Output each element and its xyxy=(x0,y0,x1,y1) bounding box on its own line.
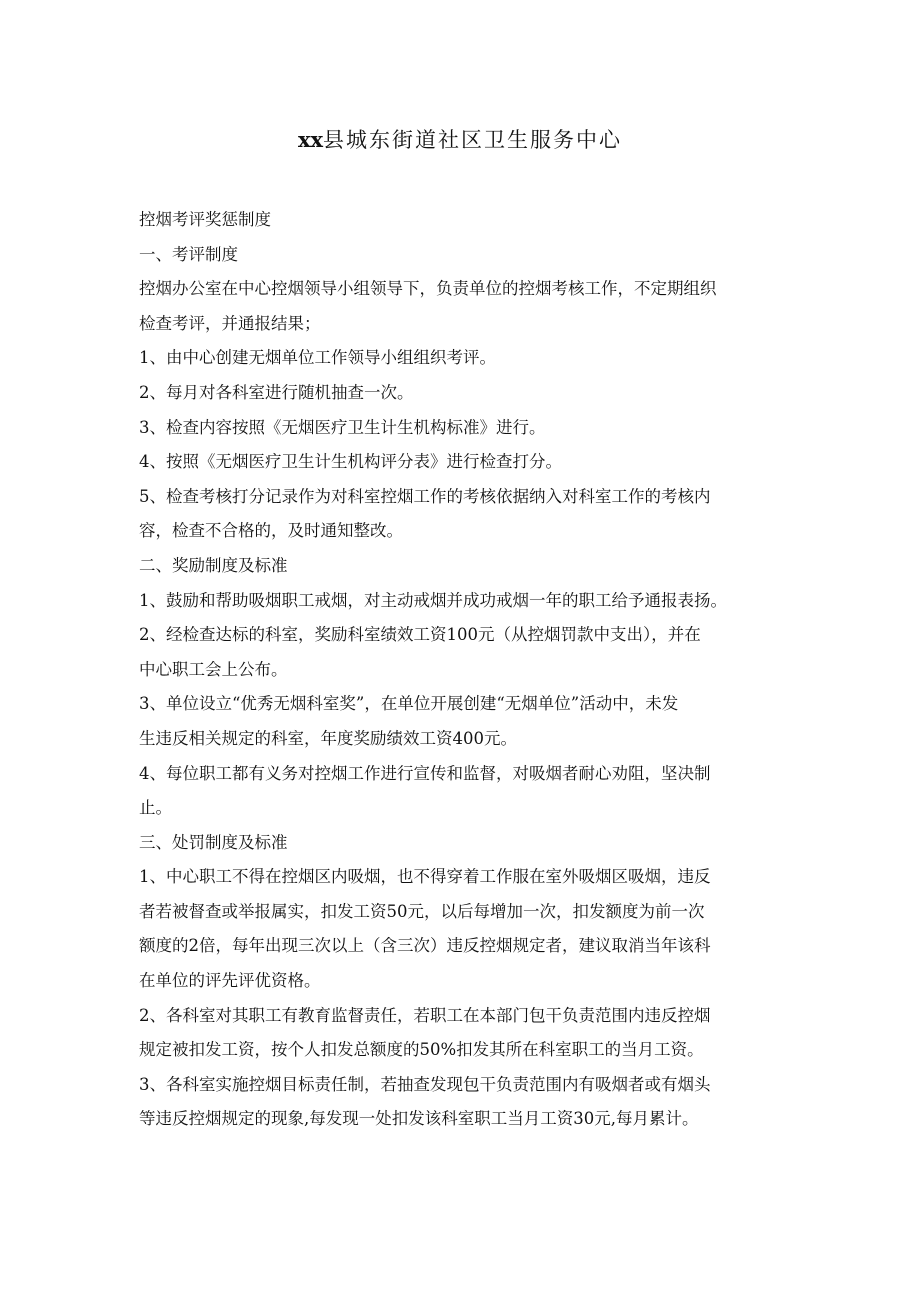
list-item: 2、各科室对其职工有教育监督责任，若职工在本部门包干负责范围内违反控烟 xyxy=(139,1005,711,1025)
list-item: 1、中心职工不得在控烟区内吸烟，也不得穿着工作服在室外吸烟区吸烟，违反 xyxy=(139,867,711,887)
list-item: 1、鼓励和帮助吸烟职工戒烟，对主动戒烟并成功戒烟一年的职工给予通报表扬。 xyxy=(139,590,727,610)
list-item-continuation: 额度的2倍，每年出现三次以上（含三次）违反控烟规定者，建议取消当年该科 xyxy=(139,936,711,956)
list-item: 5、检查考核打分记录作为对科室控烟工作的考核依据纳入对科室工作的考核内 xyxy=(139,486,711,506)
list-item: 2、每月对各科室进行随机抽查一次。 xyxy=(139,382,414,402)
list-item: 3、单位设立“优秀无烟科室奖”，在单位开展创建“无烟单位”活动中，未发 xyxy=(139,694,679,714)
subsection-heading: 二、奖励制度及标准 xyxy=(139,555,288,575)
list-item: 4、每位职工都有义务对控烟工作进行宣传和监督，对吸烟者耐心劝阻，坚决制 xyxy=(139,763,711,783)
list-item-continuation: 在单位的评先评优资格。 xyxy=(139,971,321,991)
list-item: 2、经检查达标的科室，奖励科室绩效工资100元（从控烟罚款中支出），并在 xyxy=(139,625,701,645)
list-item-continuation: 规定被扣发工资，按个人扣发总额度的50%扣发其所在科室职工的当月工资。 xyxy=(139,1040,704,1060)
paragraph-line: 控烟办公室在中心控烟领导小组领导下，负责单位的控烟考核工作，不定期组织 xyxy=(139,279,717,299)
list-item: 4、按照《无烟医疗卫生计生机构评分表》进行检查打分。 xyxy=(139,452,562,472)
subsection-heading: 一、考评制度 xyxy=(139,244,238,264)
list-item: 1、由中心创建无烟单位工作领导小组组织考评。 xyxy=(139,348,496,368)
document-body xyxy=(139,203,789,1137)
section-heading: 控烟考评奖惩制度 xyxy=(139,210,271,229)
title-prefix: xx xyxy=(297,127,324,152)
list-item: 3、各科室实施控烟目标责任制，若抽查发现包干负责范围内有吸烟者或有烟头 xyxy=(139,1074,711,1094)
document-title xyxy=(0,125,920,155)
list-item-continuation: 等违反控烟规定的现象,每发现一处扣发该科室职工当月工资30元,每月累计。 xyxy=(139,1109,699,1129)
list-item-continuation: 生违反相关规定的科室，年度奖励绩效工资400元。 xyxy=(139,728,517,748)
subsection-heading: 三、处罚制度及标准 xyxy=(139,832,288,852)
paragraph-line: 检查考评，并通报结果； xyxy=(139,313,321,333)
list-item-continuation: 止。 xyxy=(139,798,172,818)
list-item-continuation: 容，检查不合格的，及时通知整改。 xyxy=(139,521,403,541)
list-item: 3、检查内容按照《无烟医疗卫生计生机构标准》进行。 xyxy=(139,417,546,437)
list-item-continuation: 中心职工会上公布。 xyxy=(139,659,288,679)
list-item-continuation: 者若被督查或举报属实，扣发工资50元，以后每增加一次，扣发额度为前一次 xyxy=(139,901,705,921)
title-rest: 县城东街道社区卫生服务中心 xyxy=(323,128,623,152)
